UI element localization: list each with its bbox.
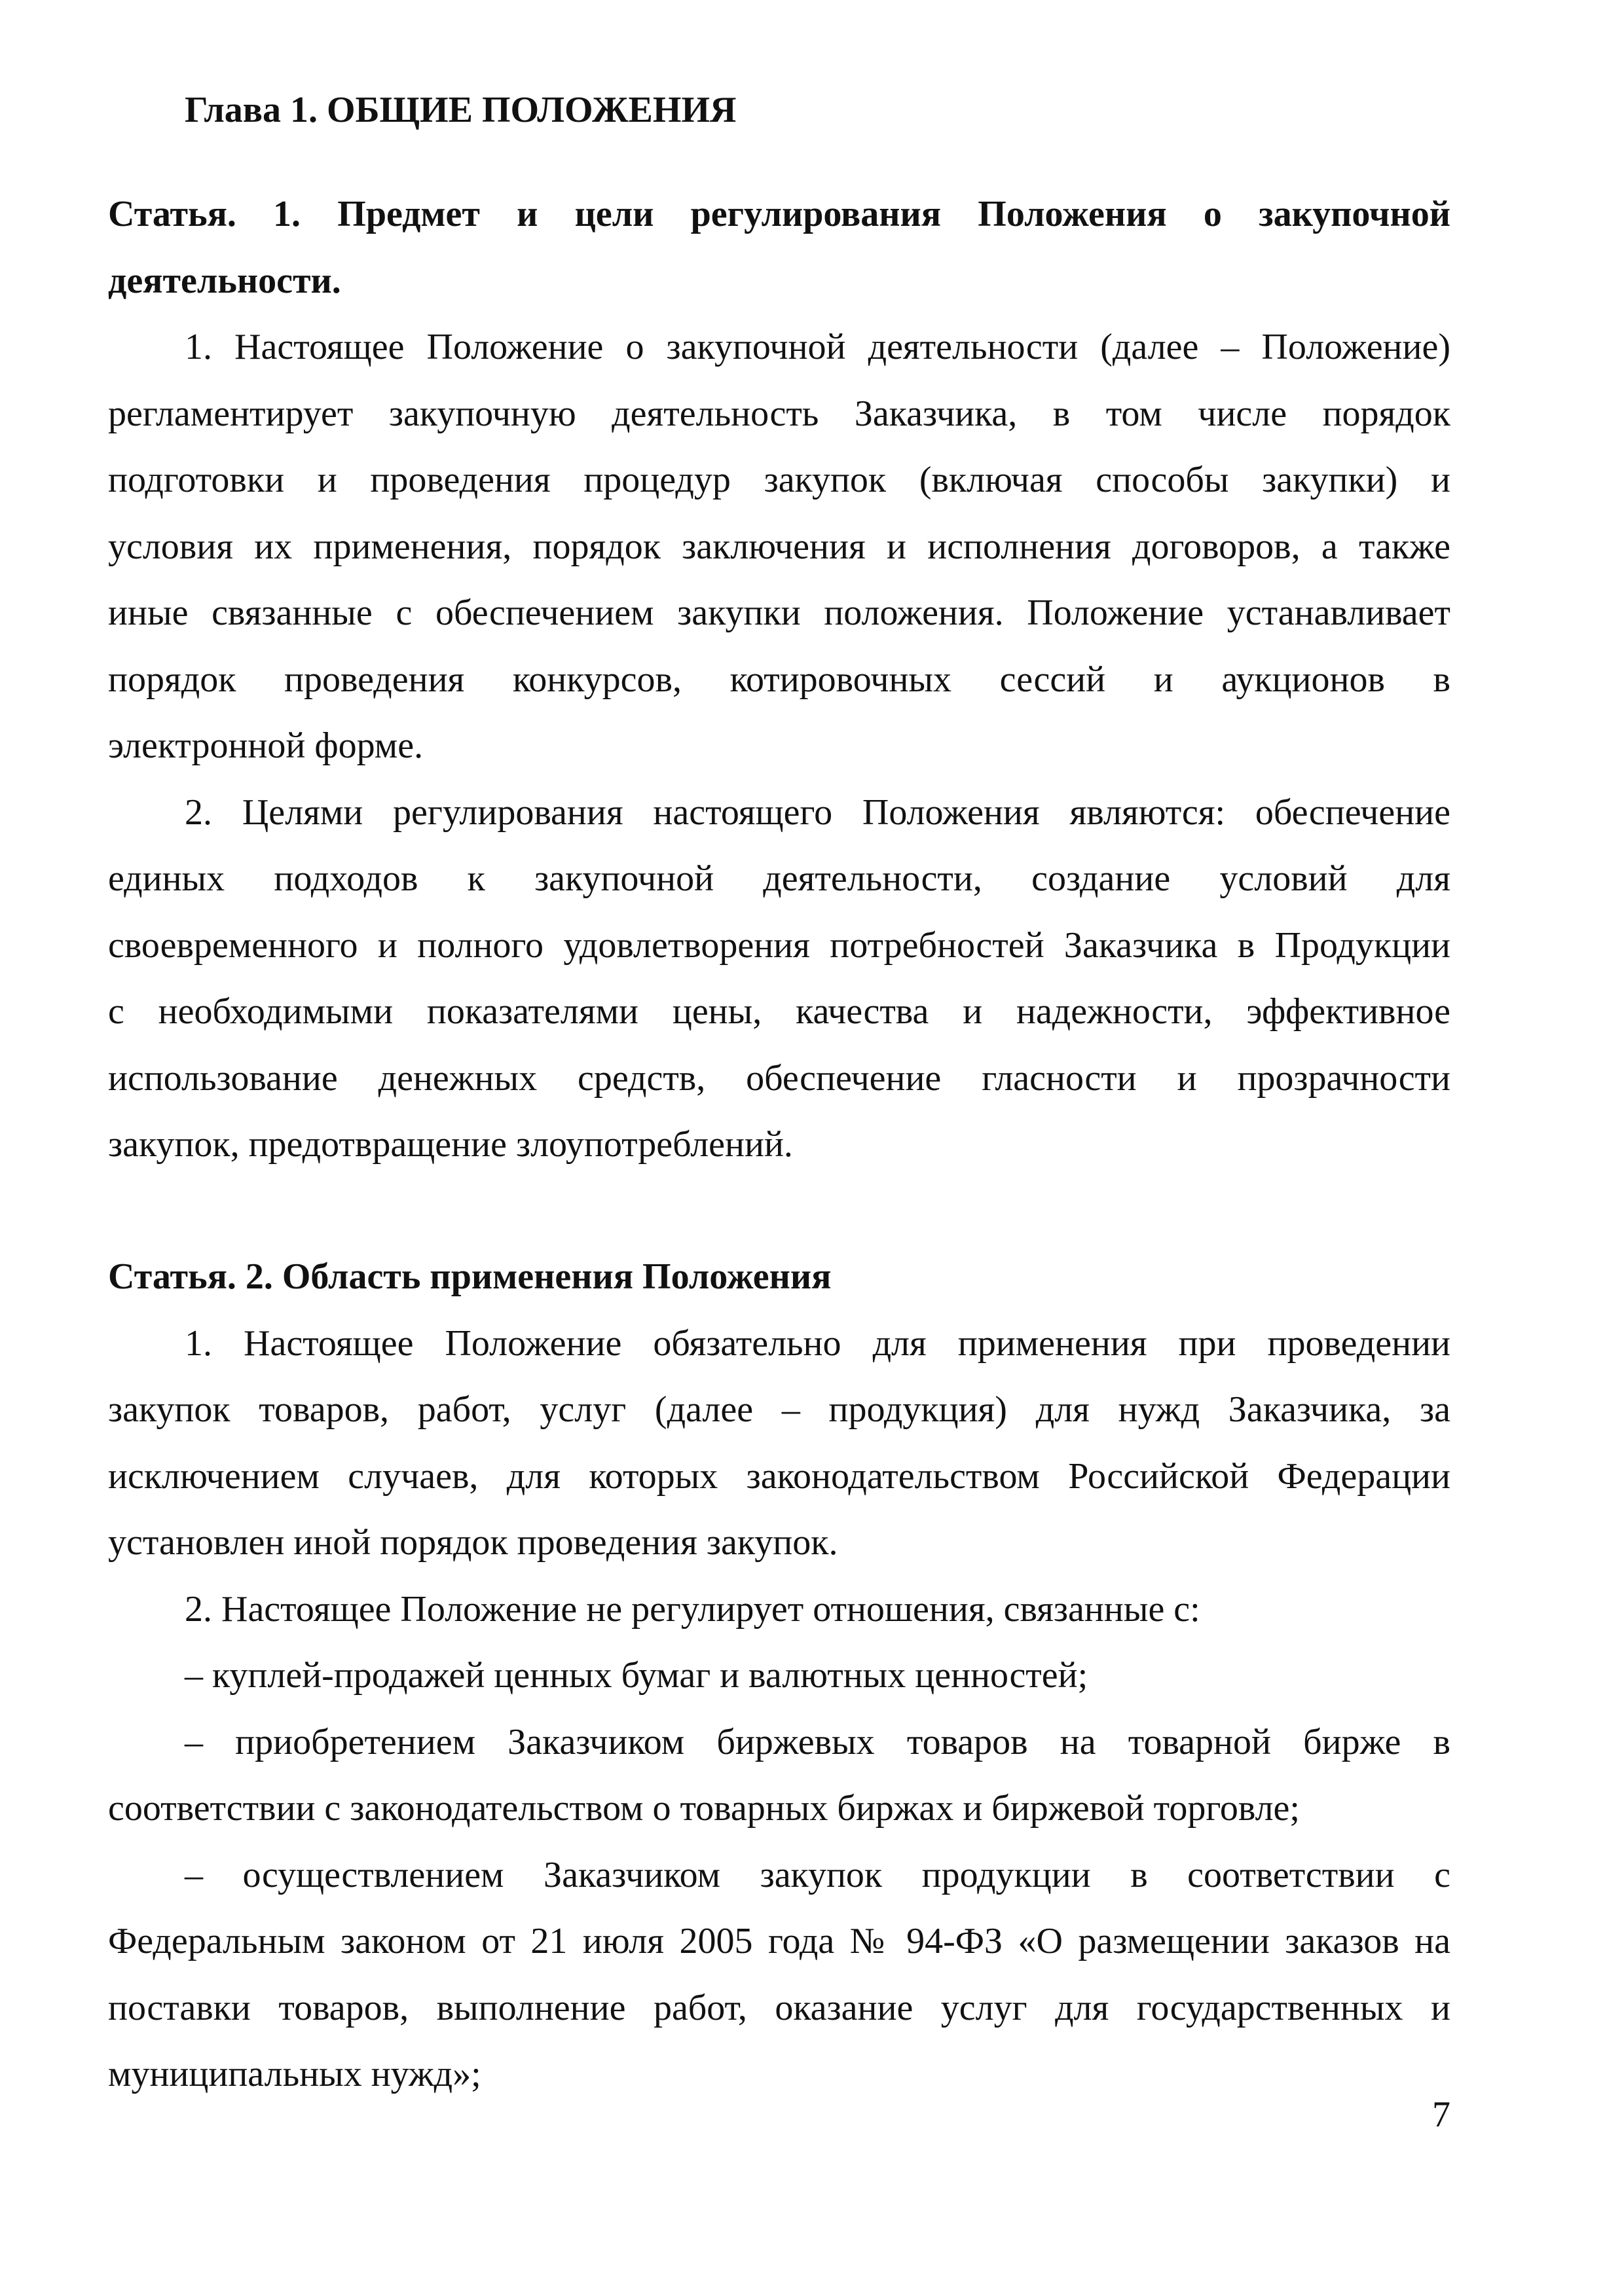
article-1-paragraph-2-line: единых подходов к закупочной деятельности, создание условий для [108,858,1450,899]
article-1 [108,181,1450,1178]
article-2-paragraph-2: 2. Настоящее Положение не регулирует отношения, связанные с: [185,1588,1200,1630]
chapter-heading: Глава 1. ОБЩИЕ ПОЛОЖЕНИЯ [185,90,737,130]
article-1-title-line: Статья. 1. Предмет и цели регулирования Положения о закупочной [108,194,1450,234]
article-2 [108,1244,1450,2108]
exclusion-item-3-line: поставки товаров, выполнение работ, оказание услуг для государственных и [108,1987,1450,2028]
exclusion-item-1: – куплей-продажей ценных бумаг и валютных ценностей; [185,1655,1088,1696]
article-1-paragraph-1-line: подготовки и проведения процедур закупок (включая способы закупки) и [108,460,1450,500]
article-2-paragraph-1-line: 1. Настоящее Положение обязательно для применения при проведении [185,1322,1450,1364]
article-2-title: Статья. 2. Область применения Положения [108,1256,832,1297]
article-1-paragraph-1-line: иные связанные с обеспечением закупки положения. Положение устанавливает [108,592,1450,633]
article-2-paragraph-1-line: установлен иной порядок проведения закупок. [108,1522,838,1563]
article-1-paragraph-2-line: использование денежных средств, обеспечение гласности и прозрачности [108,1057,1450,1099]
article-1-paragraph-2-line: закупок, предотвращение злоупотреблений. [108,1124,793,1165]
exclusion-item-3-line: Федеральным законом от 21 июля 2005 года № 94-ФЗ «О размещении заказов на [108,1921,1450,1961]
article-1-paragraph-1-line: электронной форме. [108,725,424,766]
article-1-title-line: деятельности. [108,260,341,301]
article-1-paragraph-1-line: условия их применения, порядок заключения и исполнения договоров, а также [108,526,1450,567]
article-1-paragraph-2-line: 2. Целями регулирования настоящего Положения являются: обеспечение [185,792,1450,833]
article-1-paragraph-2-line: с необходимыми показателями цены, качества и надежности, эффективное [108,991,1450,1032]
article-2-paragraph-1-line: закупок товаров, работ, услуг (далее – продукция) для нужд Заказчика, за [108,1389,1450,1430]
exclusion-item-2-line: соответствии с законодательством о товарных биржах и биржевой торговле; [108,1788,1300,1829]
exclusion-item-3-line: – осуществлением Заказчиком закупок продукции в соответствии с [185,1854,1450,1895]
exclusion-item-2-line: – приобретением Заказчиком биржевых товаров на товарной бирже в [185,1721,1450,1762]
article-1-paragraph-1-line: 1. Настоящее Положение о закупочной деятельности (далее – Положение) [185,327,1450,367]
article-1-paragraph-1-line: регламентирует закупочную деятельность Заказчика, в том числе порядок [108,393,1450,434]
article-1-paragraph-2-line: своевременного и полного удовлетворения потребностей Заказчика в Продукции [108,924,1450,966]
article-2-paragraph-1-line: исключением случаев, для которых законодательством Российской Федерации [108,1455,1450,1497]
article-1-paragraph-1-line: порядок проведения конкурсов, котировочных сессий и аукционов в [108,659,1450,700]
page-number: 7 [1432,2094,1450,2135]
exclusion-item-3-line: муниципальных нужд»; [108,2054,481,2094]
chapter-heading-block [108,77,1450,144]
